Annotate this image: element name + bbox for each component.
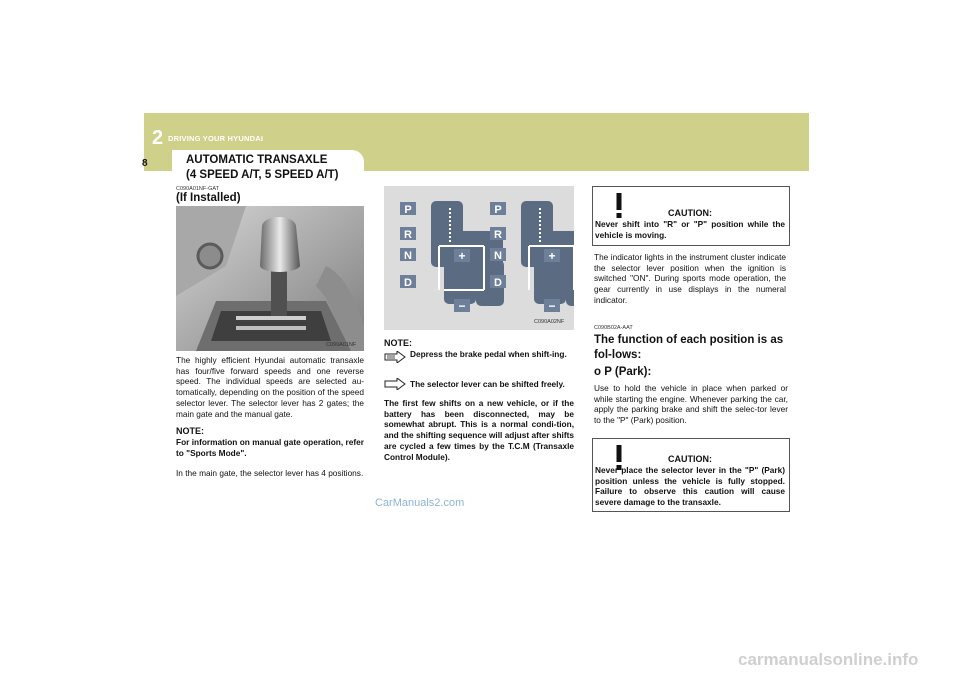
note-text: For information on manual gate operation, refer to "Sports Mode". xyxy=(176,437,364,458)
plus-label-2: + xyxy=(548,249,556,263)
gear-letter-p: P xyxy=(404,204,412,216)
free-shift-arrow-icon xyxy=(384,377,406,395)
minus-label: − xyxy=(458,299,466,313)
caution-1-text: Never shift into "R" or "P" position while the vehicle is moving. xyxy=(595,219,785,240)
chapter-number: 2 xyxy=(152,127,164,149)
watermark-text: carmanualsonline.info xyxy=(738,650,919,669)
gear-letter-r: R xyxy=(404,229,412,241)
selector-lever-photo xyxy=(176,206,364,351)
gear-diagram-left xyxy=(400,201,504,313)
note-heading: NOTE: xyxy=(176,426,204,436)
page-number: 8 xyxy=(142,158,148,169)
minus-label-2: − xyxy=(548,299,556,313)
caution-2-text: Never place the selector lever in the "P" (Park) position unless the vehicle is fully stopped. Failure to observe this caution will cause severe damage to the transaxle. xyxy=(595,465,785,508)
gear-letter-d: D xyxy=(404,277,412,289)
park-paragraph: Use to hold the vehicle in place when parked or while starting the engine. Whenever parking the car, apply the parking brake and shift the selec-tor lever to the "P" (Park) position. xyxy=(594,383,788,426)
plus-label: + xyxy=(458,249,466,263)
intro-paragraph: The highly efficient Hyundai automatic transaxle has four/five forward speeds and one reverse speed. The individual speeds are selected au-tomatically, depending on the position of the speed selector lever. The selector lever has 2 gates; the main gate and the manual gate. xyxy=(176,355,364,419)
note-2-line-2: The selector lever can be shifted freely. xyxy=(410,379,565,389)
park-heading: o P (Park): xyxy=(594,366,652,378)
indicator-paragraph: The indicator lights in the instrument cluster indicate the selector lever position when the ignition is switched "ON". During sports mode operation, the gear currently in use displays in the numeral indicator. xyxy=(594,252,786,305)
function-code: C090B02A-AAT xyxy=(594,325,633,331)
first-shifts-paragraph: The first few shifts on a new vehicle, or if the battery has been disconnected, may be somewhat abrupt. This is a normal condi-tion, and the shifting sequence will adjust after shifts are cycled a few times by the T.C.M (Transaxle Control Module). xyxy=(384,398,574,462)
note-2-line-1: Depress the brake pedal when shift-ing. xyxy=(410,349,567,359)
photo-code: C090A01NF xyxy=(326,342,357,348)
section-code: C090A01NF-GAT xyxy=(176,186,219,192)
main-gate-paragraph: In the main gate, the selector lever has 4 positions. xyxy=(176,468,364,478)
gear-letter-d-2: D xyxy=(494,277,502,289)
diagram-code: C090A02NF xyxy=(534,319,565,325)
chapter-title: DRIVING YOUR HYUNDAI xyxy=(168,134,264,143)
gear-letter-r-2: R xyxy=(494,229,502,241)
press-arrow-icon xyxy=(384,350,406,368)
caution-2-heading: CAUTION: xyxy=(668,454,712,464)
gear-letter-n: N xyxy=(404,250,412,262)
function-heading: The function of each position is as fol-lows: xyxy=(594,334,784,361)
watermark-link[interactable]: CarManuals2.com xyxy=(375,497,465,509)
caution-1-heading: CAUTION: xyxy=(668,208,712,218)
gear-letter-p-2: P xyxy=(494,204,502,216)
section-title: AUTOMATIC TRANSAXLE (4 SPEED A/T, 5 SPEED A/T) xyxy=(186,154,339,181)
gear-pattern-diagram xyxy=(384,186,574,330)
note-2-heading: NOTE: xyxy=(384,338,412,348)
if-installed-label: (If Installed) xyxy=(176,192,241,204)
gear-letter-n-2: N xyxy=(494,250,502,262)
